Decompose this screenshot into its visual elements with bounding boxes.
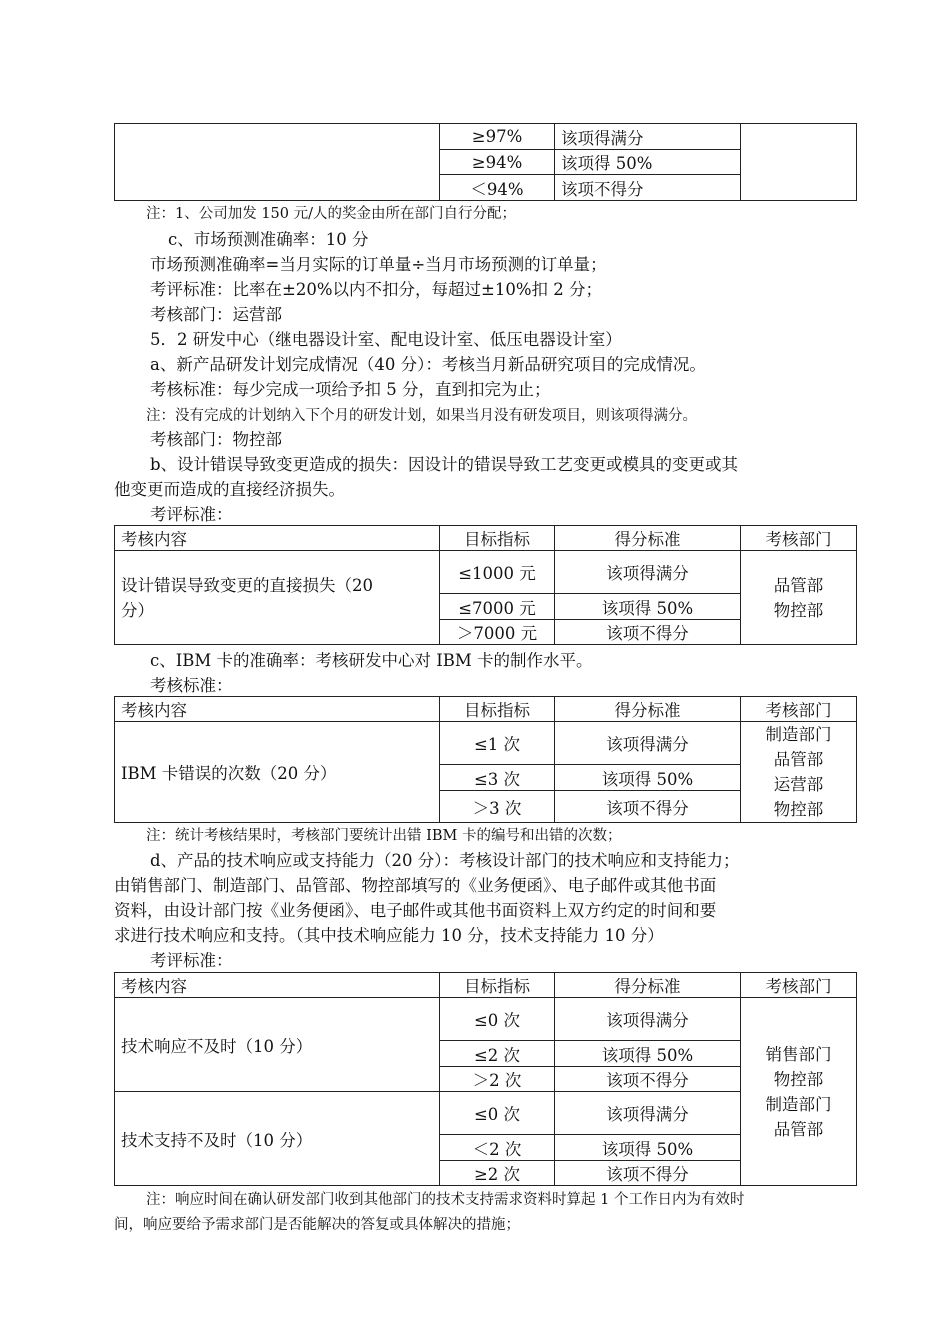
score-cell: 该项得满分 <box>555 1092 741 1135</box>
item-cell <box>115 551 440 645</box>
target-cell: ≤3 次 <box>440 764 555 791</box>
dept-text: 考核部门：物控部 <box>150 430 282 449</box>
dept-name: 品管部 <box>773 575 824 595</box>
dept-name: 制造部门 <box>765 725 832 744</box>
section-title: a、新产品研发计划完成情况（40 分）：考核当月新品研究项目的完成情况。 <box>150 355 706 374</box>
score-cell: 该项得 50% <box>555 764 741 791</box>
header-content: 考核内容 <box>115 526 440 551</box>
ibm-card-table <box>114 696 857 823</box>
target-cell: ＜2 次 <box>440 1135 555 1161</box>
dept-name: 运营部 <box>773 775 824 794</box>
dept-cell <box>741 551 857 645</box>
formula-text: 市场预测准确率=当月实际的订单量÷当月市场预测的订单量； <box>150 255 607 274</box>
score-cell: 该项得满分 <box>555 124 741 150</box>
header-score: 得分标准 <box>555 526 741 551</box>
header-target: 目标指标 <box>440 697 555 722</box>
score-table-continued <box>114 123 857 201</box>
header-dept: 考核部门 <box>741 973 857 998</box>
item-cell: IBM 卡错误的次数（20 分） <box>115 722 440 823</box>
score-cell: 该项得满分 <box>555 998 741 1041</box>
target-cell: ≥97% <box>440 124 555 150</box>
score-cell: 该项不得分 <box>555 620 741 645</box>
section-text: 资料，由设计部门按《业务便函》、电子邮件或其他书面资料上双方约定的时间和要 <box>114 901 717 920</box>
target-cell: ≤1 次 <box>440 722 555 765</box>
dept-name: 物控部 <box>773 600 824 620</box>
target-cell: ≥94% <box>440 150 555 175</box>
table-cell-empty <box>115 124 440 201</box>
criteria-label: 考评标准： <box>150 951 233 970</box>
header-dept: 考核部门 <box>741 526 857 551</box>
dept-name: 物控部 <box>773 1069 824 1089</box>
dept-name: 制造部门 <box>765 1094 832 1114</box>
note-text: 注：响应时间在确认研发部门收到其他部门的技术支持需求资料时算起 1 个工作日内为有效时 <box>146 1192 745 1208</box>
item-line: 分） <box>121 600 154 620</box>
header-score: 得分标准 <box>555 697 741 722</box>
header-target: 目标指标 <box>440 526 555 551</box>
target-cell: ＜94% <box>440 175 555 201</box>
note-bonus: 注：1、公司加发 150 元/人的奖金由所在部门自行分配； <box>146 206 517 222</box>
section-heading: 5．2 研发中心（继电器设计室、配电设计室、低压电器设计室） <box>150 330 622 349</box>
target-cell: ≥2 次 <box>440 1161 555 1186</box>
section-title: c、IBM 卡的准确率：考核研发中心对 IBM 卡的制作水平。 <box>150 651 593 670</box>
dept-cell <box>741 722 857 823</box>
score-cell: 该项得 50% <box>555 1041 741 1067</box>
dept-name: 品管部 <box>773 750 824 769</box>
dept-text: 考核部门：运营部 <box>150 305 282 324</box>
header-target: 目标指标 <box>440 973 555 998</box>
score-cell: 该项不得分 <box>555 175 741 201</box>
header-content: 考核内容 <box>115 697 440 722</box>
section-text: 由销售部门、制造部门、品管部、物控部填写的《业务便函》、电子邮件或其他书面 <box>114 876 717 895</box>
section-title: d、产品的技术响应或支持能力（20 分）：考核设计部门的技术响应和支持能力； <box>150 851 740 870</box>
dept-cell <box>741 998 857 1186</box>
score-cell: 该项得 50% <box>555 1135 741 1161</box>
score-cell: 该项得 50% <box>555 594 741 620</box>
note-text: 间，响应要给予需求部门是否能解决的答复或具体解决的措施； <box>114 1217 520 1233</box>
target-cell: ≤1000 元 <box>440 551 555 594</box>
criteria-label: 考核标准： <box>150 676 233 695</box>
item-cell: 技术支持不及时（10 分） <box>115 1092 440 1186</box>
note-text: 注：统计考核结果时，考核部门要统计出错 IBM 卡的编号和出错的次数； <box>146 828 622 844</box>
target-cell: ≤7000 元 <box>440 594 555 620</box>
score-cell: 该项得满分 <box>555 722 741 765</box>
header-dept: 考核部门 <box>741 697 857 722</box>
table-cell-empty <box>741 124 857 201</box>
section-text: 求进行技术响应和支持。（其中技术响应能力 10 分，技术支持能力 10 分） <box>114 926 664 945</box>
target-cell: ≤2 次 <box>440 1041 555 1067</box>
dept-name: 物控部 <box>773 800 824 819</box>
item-line: 设计错误导致变更的直接损失（20 <box>121 575 373 595</box>
target-cell: ≤0 次 <box>440 998 555 1041</box>
section-text: 他变更而造成的直接经济损失。 <box>114 480 345 499</box>
score-cell: 该项得满分 <box>555 551 741 594</box>
score-cell: 该项不得分 <box>555 1067 741 1092</box>
score-cell: 该项不得分 <box>555 791 741 823</box>
header-score: 得分标准 <box>555 973 741 998</box>
dept-name: 销售部门 <box>765 1044 832 1064</box>
dept-name: 品管部 <box>773 1119 824 1139</box>
tech-response-table <box>114 972 857 1186</box>
target-cell: ＞3 次 <box>440 791 555 823</box>
target-cell: ＞7000 元 <box>440 620 555 645</box>
design-error-table <box>114 525 857 645</box>
criteria-text: 考评标准：比率在±20%以内不扣分，每超过±10%扣 2 分； <box>150 280 602 299</box>
section-title: b、设计错误导致变更造成的损失：因设计的错误导致工艺变更或模具的变更或其 <box>150 455 739 474</box>
header-content: 考核内容 <box>115 973 440 998</box>
score-cell: 该项得 50% <box>555 150 741 175</box>
score-cell: 该项不得分 <box>555 1161 741 1186</box>
criteria-label: 考评标准： <box>150 505 233 524</box>
section-title: c、市场预测准确率：10 分 <box>168 230 369 249</box>
note-text: 注：没有完成的计划纳入下个月的研发计划，如果当月没有研发项目，则该项得满分。 <box>146 408 697 424</box>
target-cell: ≤0 次 <box>440 1092 555 1135</box>
target-cell: ＞2 次 <box>440 1067 555 1092</box>
criteria-text: 考核标准：每少完成一项给予扣 5 分，直到扣完为止； <box>150 380 551 399</box>
item-cell: 技术响应不及时（10 分） <box>115 998 440 1092</box>
